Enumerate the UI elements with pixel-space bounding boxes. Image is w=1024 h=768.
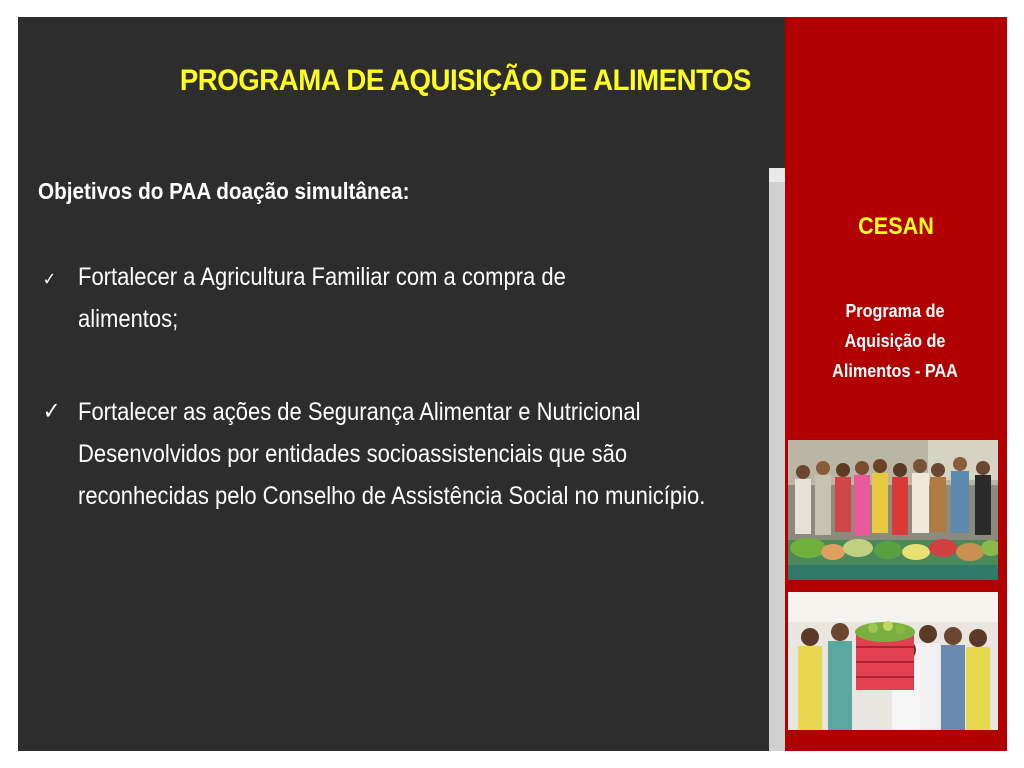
divider-strip — [769, 182, 785, 751]
photo-group-with-crate — [788, 592, 998, 730]
list-item — [42, 391, 712, 517]
checkmark-icon: ✓ — [42, 398, 61, 425]
bullet-text: Fortalecer as ações de Segurança Alimentar e Nutricional Desenvolvidos por entidades socioassistenciais que são reconhecidas pelo Conselho de Assistência Social no município. — [78, 398, 706, 510]
program-name — [810, 296, 981, 386]
bullet-text: Fortalecer a Agricultura Familiar com a compra de alimentos; — [78, 263, 566, 333]
program-line: Aquisição de — [844, 331, 946, 351]
divider-strip-top — [769, 168, 785, 182]
slide-background — [18, 17, 785, 751]
list-item — [42, 256, 659, 340]
program-line: Alimentos - PAA — [832, 361, 958, 381]
page-title: PROGRAMA DE AQUISIÇÃO DE ALIMENTOS — [179, 64, 751, 97]
program-line: Programa de — [845, 301, 945, 321]
checkmark-icon: ✓ — [42, 269, 57, 289]
org-name: CESAN — [858, 213, 934, 240]
photo-group-with-produce — [788, 440, 998, 580]
objectives-heading: Objetivos do PAA doação simultânea: — [38, 178, 410, 204]
